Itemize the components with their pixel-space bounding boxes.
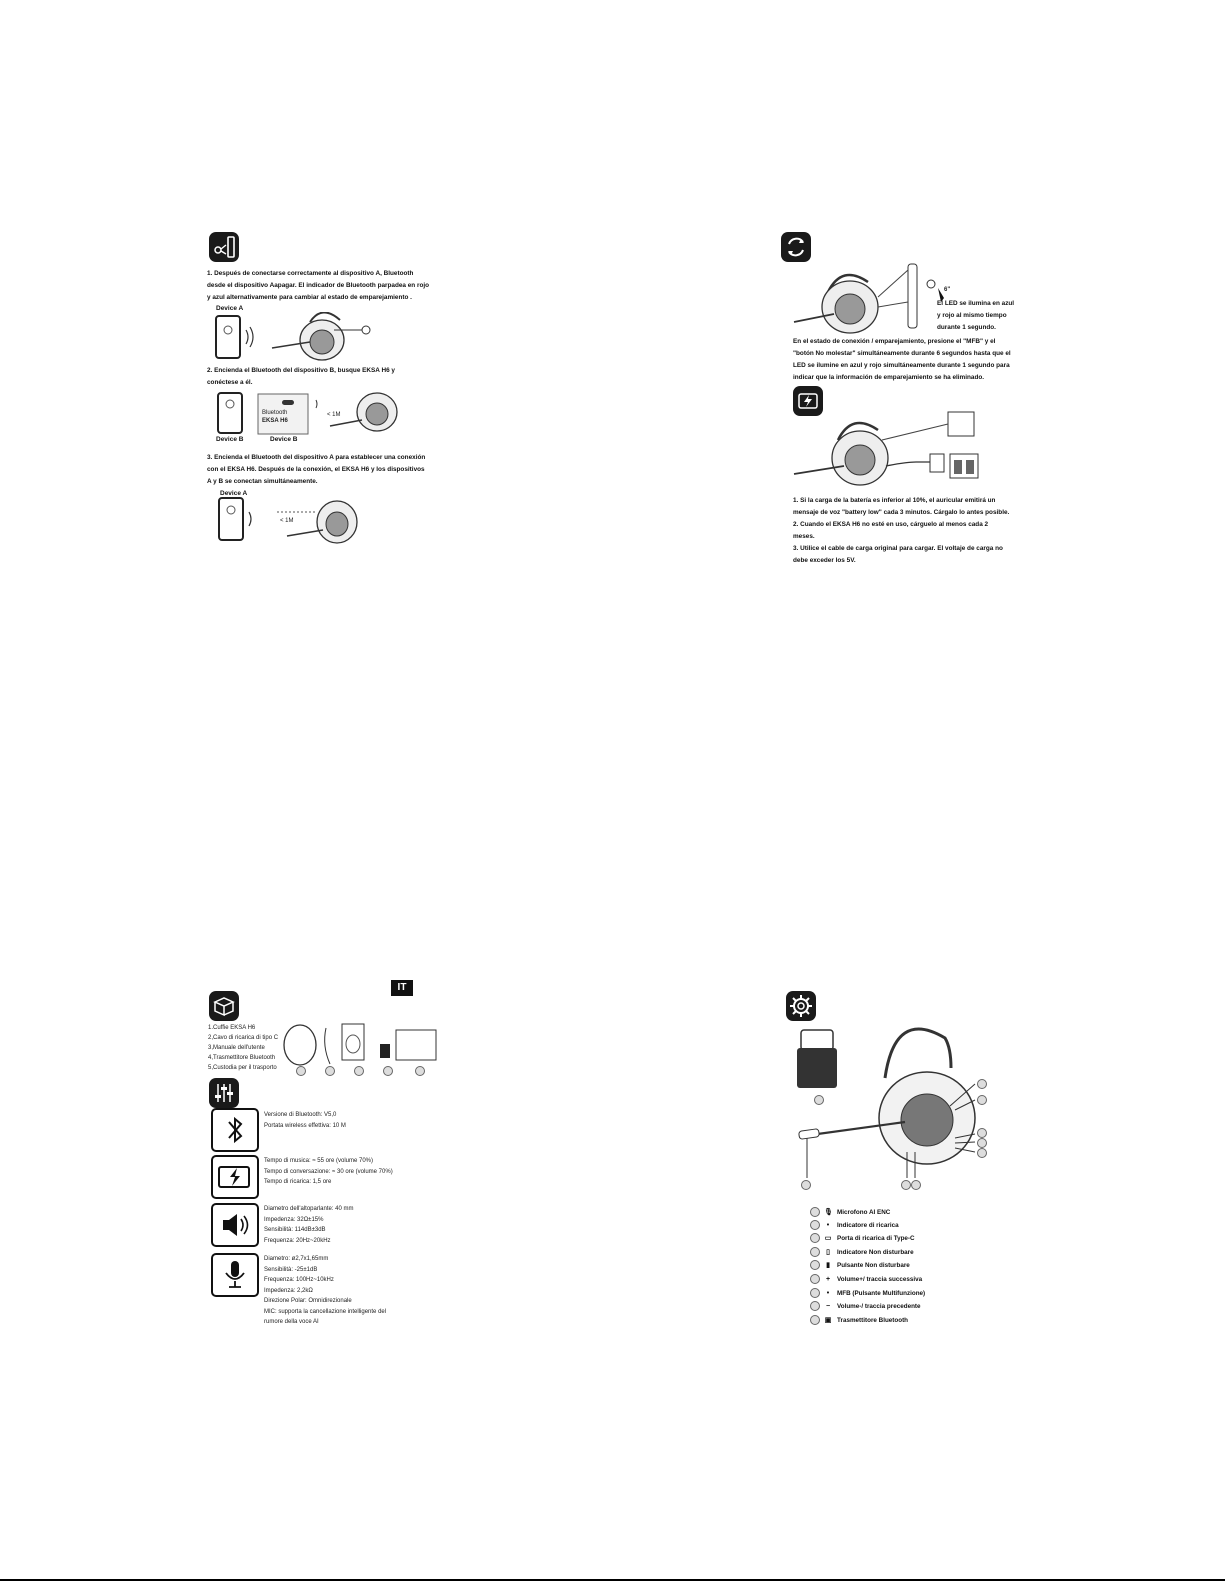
reset-headset-illustration: [790, 262, 960, 337]
legend-item: ▭ Porta di ricarica di Type-C: [810, 1233, 915, 1245]
page-bottom-rule: [0, 1579, 1225, 1581]
phone-device-name: EKSA H6: [262, 418, 288, 424]
speaker-icon: [211, 1203, 259, 1247]
bluetooth-icon: [211, 1108, 259, 1152]
callout-3: [354, 1066, 364, 1076]
legend-item: − Volume-/ traccia precedente: [810, 1301, 921, 1313]
legend-item: ▮ Pulsante Non disturbare: [810, 1260, 910, 1272]
microphone-icon: [211, 1253, 259, 1297]
hold-duration: 6": [944, 287, 951, 293]
callout-d: [977, 1138, 987, 1148]
device-a-label: Device A: [216, 305, 244, 312]
speaker-specs: Diametro dell'altoparlante: 40 mm Impedenza: 32Ω±15% Sensibilità: 114dB±3dB Frequenza: 20Hz~20kHz: [264, 1206, 354, 1244]
legend-item: • MFB (Pulsante Multifunzione): [810, 1288, 925, 1300]
device-a-label-2: Device A: [220, 490, 248, 497]
legend-item: + Volume+/ traccia successiva: [810, 1274, 922, 1286]
two-devices-pairing-icon: [209, 232, 239, 262]
package-contents-illustration: [282, 1020, 442, 1072]
legend-item: 🎙 Microfono AI ENC: [810, 1207, 890, 1219]
package-list: 1.Cuffie EKSA H6 2,Cavo di ricarica di tipo C 3,Manuale dell'utente 4,Trasmettitore Bluetooth 5,Custodia per il trasporto: [208, 1025, 279, 1071]
battery-specs: Tempo di musica: ≈ 55 ore (volume 70%) Tempo di conversazione: ≈ 30 ore (volume 70%) Tempo di ricarica: 1,5 ore: [264, 1158, 393, 1185]
callout-c: [977, 1128, 987, 1138]
step2-illustration: [212, 390, 412, 438]
pairing-step3: 3. Encienda el Bluetooth del dispositivo A para establecer una conexión con el EKSA H6. Después de la conexión, el EKSA H6 y los dispositivos A y B se conectan simultáneamente.: [207, 454, 426, 485]
callout-b: [977, 1095, 987, 1105]
distance-label-2: < 1M: [280, 518, 294, 524]
reset-instructions: En el estado de conexión / emparejamiento, presione el "MFB" y el "botón No molestar" simultáneamente durante 6 segundos hasta que el LED se ilumine en azul y rojo simultáneamente durante 1 segundo para indicar que la información de emparejamiento se ha eliminado.: [793, 338, 1011, 381]
legend-item: • Indicatore di ricarica: [810, 1220, 899, 1232]
reset-cycle-icon: [781, 232, 811, 262]
callout-g: [911, 1180, 921, 1190]
settings-gear-icon: [786, 991, 816, 1021]
package-box-icon: [209, 991, 239, 1021]
callout-1: [296, 1066, 306, 1076]
callout-transmitter: [814, 1095, 824, 1105]
callout-2: [325, 1066, 335, 1076]
step3-illustration: [215, 496, 375, 546]
distance-label-1: < 1M: [327, 412, 341, 418]
callout-4: [383, 1066, 393, 1076]
headset-overview-illustration: [795, 1018, 1000, 1188]
callout-mic: [801, 1180, 811, 1190]
callout-a: [977, 1079, 987, 1089]
callout-5: [415, 1066, 425, 1076]
legend-item: ▣ Trasmettitore Bluetooth: [810, 1315, 908, 1327]
bluetooth-specs: Versione di Bluetooth: V5,0 Portata wireless effettiva: 10 M: [264, 1112, 346, 1129]
charging-notes: 1. Si la carga de la batería es inferior al 10%, el auricular emitirá un mensaje de voz "battery low" cada 3 minutos. Cárgalo lo antes posible. 2. Cuando el EKSA H6 no esté en uso, cárguelo al menos cada 2 meses. 3. Utilice el cable de carga original para cargar. El voltaje de carga no debe exceder los 5V.: [793, 497, 1010, 564]
device-b-label-2: Device B: [270, 436, 298, 443]
led-note: El LED se ilumina en azul y rojo al mismo tiempo durante 1 segundo.: [937, 300, 1015, 331]
phone-bt-setting: Bluetooth: [262, 410, 288, 416]
callout-f: [901, 1180, 911, 1190]
charging-illustration: [790, 410, 990, 490]
device-b-label-1: Device B: [216, 436, 244, 443]
step1-illustration: [212, 312, 392, 362]
pairing-step1: 1. Después de conectarse correctamente al dispositivo A, Bluetooth desde el dispositivo Aapagar. El indicador de Bluetooth parpadea en rojo y azul alternativamente para cambiar al estado de emparejamiento .: [207, 270, 430, 301]
pairing-step2: 2. Encienda el Bluetooth del dispositivo B, busque EKSA H6 y conéctese a él.: [207, 367, 395, 386]
callout-e: [977, 1148, 987, 1158]
equalizer-sliders-icon: [209, 1078, 239, 1108]
language-tag: IT: [391, 980, 413, 996]
microphone-specs: Diametro: ø2,7x1,65mm Sensibilità: -25±1dB Frequenza: 100Hz~10kHz Impedenza: 2,2kΩ Direzione Polar: Omnidirezionale MIC: supporta la cancellazione intelligente del rumore della voce AI: [264, 1256, 387, 1325]
legend-item: ▯ Indicatore Non disturbare: [810, 1247, 914, 1259]
battery-icon: [211, 1155, 259, 1199]
